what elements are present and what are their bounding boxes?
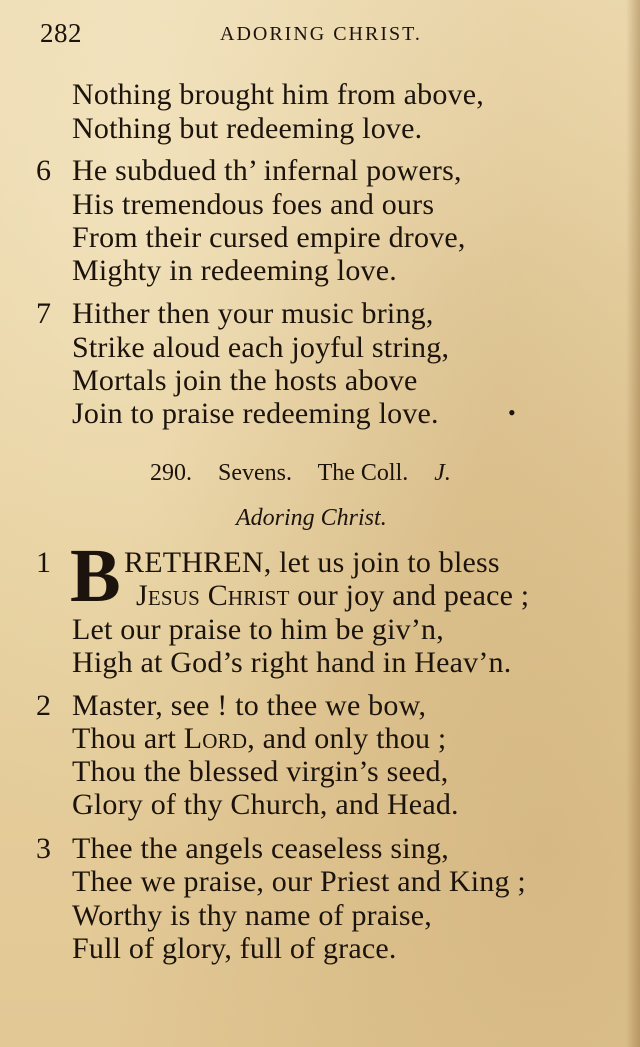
hymn-header [150,460,570,487]
hymn-title: Adoring Christ. [236,505,387,531]
hymn-number: 290. [150,460,192,486]
verse-line [72,722,446,756]
verse-line: Nothing but redeeming love. [72,112,423,145]
drop-cap: B [70,534,121,618]
verse-line-start: Thou art [72,722,184,755]
verse-line: Hither then your music bring, [72,297,434,330]
verse-line: Master, see ! to thee we bow, [72,689,427,722]
verse-line: Let our praise to him be giv’n, [72,613,444,646]
verse-line: Thee we praise, our Priest and King ; [72,865,526,898]
verse-line-rest: , and only thou ; [247,722,447,755]
verse-line: RETHREN, let us join to bless [124,546,500,579]
ink-speck: • [508,400,516,425]
verse-line: From their cursed empire drove, [72,221,466,254]
verse-number: 6 [36,154,51,187]
verse-line: Mighty in redeeming love. [72,254,397,287]
verse-line: Nothing brought him from above, [72,78,484,111]
verse-line: Mortals join the hosts above [72,364,418,397]
verse-line: High at God’s right hand in Heav’n. [72,646,512,679]
hymn-tune: The Coll. [317,460,409,486]
name-smallcaps: Jesus Christ [136,579,290,612]
page-number: 282 [40,18,82,48]
verse-number: 3 [36,832,51,865]
name-smallcaps: Lord [183,722,248,755]
verse-number: 2 [36,689,51,722]
verse-line: His tremendous foes and ours [72,188,435,221]
verse-number: 1 [36,546,51,579]
verse-line: Thee the angels ceaseless sing, [72,832,449,865]
verse-line: He subdued th’ infernal powers, [72,154,462,187]
verse-line: Worthy is thy name of praise, [72,899,432,932]
hymn-meter: Sevens. [218,460,292,486]
hymn-composer: J. [434,460,451,486]
verse-number: 7 [36,297,51,330]
running-head [40,18,620,52]
verse-line: Full of glory, full of grace. [72,932,397,965]
verse-line: Strike aloud each joyful string, [72,331,450,364]
verse-line-rest: our joy and peace ; [289,579,530,612]
verse-line: Join to praise redeeming love. [72,397,439,430]
verse-line: Thou the blessed virgin’s seed, [72,755,449,788]
verse-line [136,579,529,613]
verse-line: Glory of thy Church, and Head. [72,788,459,821]
running-title: ADORING CHRIST. [220,23,422,45]
page-edge-shadow [626,0,640,1047]
